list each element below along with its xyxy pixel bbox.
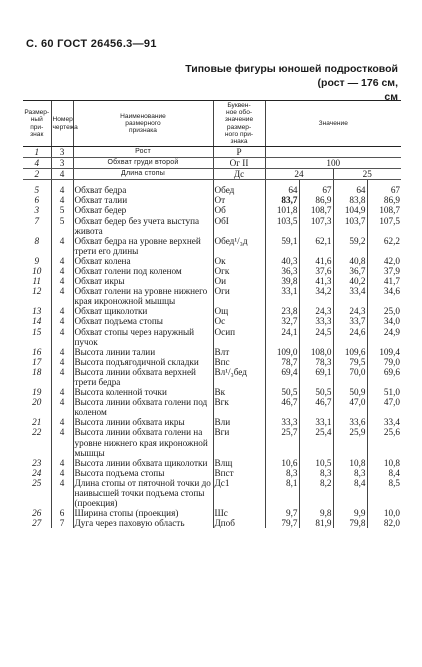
drawing-number: 4 <box>51 397 73 417</box>
feature-name: Длина стопы <box>73 169 213 180</box>
drawing-number: 4 <box>51 427 73 457</box>
drawing-number: 4 <box>51 169 73 180</box>
feature-symbol: Р <box>213 147 265 158</box>
feature-number: 18 <box>32 366 42 377</box>
feature-symbol: Обед <box>213 185 265 195</box>
drawing-number: 4 <box>51 347 73 357</box>
header-drawing-no: Номер чертежа <box>51 101 73 147</box>
value-cell: 40,2 <box>333 276 367 286</box>
value-cell: 107,3 <box>299 216 333 236</box>
drawing-number: 5 <box>51 216 73 236</box>
feature-symbol: Вги <box>213 427 265 457</box>
drawing-number: 4 <box>51 458 73 468</box>
measurements-table <box>23 100 401 528</box>
table-row <box>23 367 401 387</box>
drawing-number: 4 <box>51 387 73 397</box>
value-cell: 8,4 <box>367 468 401 478</box>
feature-symbol: Обед¹/₃д <box>213 236 265 256</box>
value-cell: 25,7 <box>265 427 299 457</box>
feature-symbol: Оги <box>213 286 265 306</box>
table-row <box>23 256 401 266</box>
value-cell: 59,1 <box>265 236 299 256</box>
value-cell: 109,0 <box>265 347 299 357</box>
value-cell: 10,6 <box>265 458 299 468</box>
feature-number: 20 <box>32 397 42 408</box>
value-cell: 33,6 <box>333 417 367 427</box>
value-cell: 103,7 <box>333 216 367 236</box>
drawing-number: 4 <box>51 306 73 316</box>
feature-number: 9 <box>34 255 40 266</box>
table-row <box>23 316 401 326</box>
caption-line-2: (рост — 176 см, <box>317 77 398 89</box>
feature-symbol: Вк <box>213 387 265 397</box>
value-cell: 24,3 <box>299 306 333 316</box>
value-cell: 109,4 <box>367 347 401 357</box>
value-cell: 59,2 <box>333 236 367 256</box>
value-cell: 108,7 <box>299 205 333 215</box>
header-feature-symbol: Буквен- ное обо- значение размер- ного при- знака <box>213 101 265 147</box>
value-cell: 78,3 <box>299 357 333 367</box>
value-cell: 46,7 <box>265 397 299 417</box>
feature-symbol: Впст <box>213 468 265 478</box>
value-cell <box>265 147 401 158</box>
drawing-number: 3 <box>51 147 73 158</box>
value-cell: 41,6 <box>299 256 333 266</box>
drawing-number: 4 <box>51 236 73 256</box>
base-row <box>23 158 401 169</box>
value-cell: 37,9 <box>367 266 401 276</box>
value-cell: 83,8 <box>333 195 367 205</box>
feature-name: Высота линии обхвата икры <box>73 417 213 427</box>
table-row <box>23 357 401 367</box>
feature-number: 11 <box>32 276 41 287</box>
value-cell: 86,9 <box>367 195 401 205</box>
value-cell: 8,3 <box>265 468 299 478</box>
feature-name: Обхват щиколотки <box>73 306 213 316</box>
table-row <box>23 458 401 468</box>
value-cell: 103,5 <box>265 216 299 236</box>
table-row <box>23 327 401 347</box>
value-cell: 70,0 <box>333 367 367 387</box>
value-cell: 64 <box>333 185 367 195</box>
feature-symbol: Ощ <box>213 306 265 316</box>
value-cell: 24,6 <box>333 327 367 347</box>
table-row <box>23 205 401 215</box>
feature-number: 26 <box>32 508 42 519</box>
table-row <box>23 266 401 276</box>
feature-symbol: Огк <box>213 266 265 276</box>
drawing-number: 4 <box>51 367 73 387</box>
table-row <box>23 195 401 205</box>
feature-symbol: Дс1 <box>213 478 265 508</box>
feature-number: 23 <box>32 457 42 468</box>
caption-line-1: Типовые фигуры юношей подростковой <box>185 63 398 75</box>
drawing-number: 4 <box>51 327 73 347</box>
value-cell: 24,3 <box>333 306 367 316</box>
table-row <box>23 508 401 518</box>
value-cell: 8,4 <box>333 478 367 508</box>
table-row <box>23 478 401 508</box>
value-cell: 33,7 <box>333 316 367 326</box>
value-cell: 40,3 <box>265 256 299 266</box>
drawing-number: 4 <box>51 357 73 367</box>
value-cell: 25,4 <box>299 427 333 457</box>
value-cell: 82,0 <box>367 518 401 528</box>
feature-number: 19 <box>32 387 42 398</box>
feature-number: 8 <box>34 235 40 246</box>
value-cell: 62,1 <box>299 236 333 256</box>
drawing-number: 4 <box>51 276 73 286</box>
value-cell: 107,5 <box>367 216 401 236</box>
feature-number: 14 <box>32 316 42 327</box>
feature-number: 15 <box>32 326 42 337</box>
value-cell: 81,9 <box>299 518 333 528</box>
table-row <box>23 306 401 316</box>
value-cell: 32,7 <box>265 316 299 326</box>
table-row <box>23 276 401 286</box>
feature-name: Высота линии обхвата щиколотки <box>73 458 213 468</box>
value-cell: 41,7 <box>367 276 401 286</box>
drawing-number: 3 <box>51 158 73 169</box>
feature-name: Обхват голени на уровне нижнего края икроножной мышцы <box>73 286 213 306</box>
value-cell: 69,6 <box>367 367 401 387</box>
value-cell: 51,0 <box>367 387 401 397</box>
value-cell: 67 <box>367 185 401 195</box>
value-cell: 83,7 <box>265 195 299 205</box>
feature-symbol: Ои <box>213 276 265 286</box>
feature-number: 4 <box>23 158 51 169</box>
drawing-number: 4 <box>51 185 73 195</box>
feature-symbol: Вл¹/₃бед <box>213 367 265 387</box>
value-cell: 24 <box>265 169 333 180</box>
value-cell: 10,8 <box>367 458 401 468</box>
feature-symbol: Шс <box>213 508 265 518</box>
feature-name: Обхват бедра на уровне верхней трети его длины <box>73 236 213 256</box>
feature-name: Дуга через паховую область <box>73 518 213 528</box>
feature-number: 7 <box>34 215 40 226</box>
value-cell: 79,5 <box>333 357 367 367</box>
feature-symbol: Влт <box>213 347 265 357</box>
feature-number: 16 <box>32 346 42 357</box>
value-cell: 108,7 <box>367 205 401 215</box>
feature-symbol: От <box>213 195 265 205</box>
value-cell: 10,0 <box>367 508 401 518</box>
table-row <box>23 387 401 397</box>
feature-name: Высота подъягодичной складки <box>73 357 213 367</box>
feature-symbol: Вгк <box>213 397 265 417</box>
value-cell: 36,7 <box>333 266 367 276</box>
value-cell: 9,7 <box>265 508 299 518</box>
drawing-number: 6 <box>51 508 73 518</box>
feature-number: 1 <box>23 147 51 158</box>
feature-symbol: Ог II <box>213 158 265 169</box>
feature-symbol: Дс <box>213 169 265 180</box>
feature-number: 25 <box>32 477 42 488</box>
value-cell: 23,8 <box>265 306 299 316</box>
feature-symbol: ОбI <box>213 216 265 236</box>
feature-name: Обхват бедра <box>73 185 213 195</box>
feature-number: 12 <box>32 286 42 297</box>
value-cell: 24,5 <box>299 327 333 347</box>
feature-name: Высота линии талии <box>73 347 213 357</box>
header-feature-name: Наименование размерного признака <box>73 101 213 147</box>
feature-symbol: Дпоб <box>213 518 265 528</box>
feature-name: Высота линии обхвата верхней трети бедра <box>73 367 213 387</box>
feature-number: 6 <box>34 195 40 206</box>
value-cell: 33,1 <box>265 286 299 306</box>
feature-symbol: Ок <box>213 256 265 266</box>
value-cell: 25,9 <box>333 427 367 457</box>
header-value: Значение <box>265 101 401 147</box>
table-body <box>23 147 401 529</box>
feature-name: Обхват стопы через наружный пучок <box>73 327 213 347</box>
value-cell: 42,0 <box>367 256 401 266</box>
feature-name: Обхват подъема стопы <box>73 316 213 326</box>
table-row <box>23 347 401 357</box>
value-cell: 25,6 <box>367 427 401 457</box>
value-cell: 50,5 <box>265 387 299 397</box>
drawing-number: 4 <box>51 256 73 266</box>
value-cell: 33,4 <box>333 286 367 306</box>
base-row <box>23 169 401 180</box>
value-cell: 34,6 <box>367 286 401 306</box>
value-cell: 100 <box>265 158 401 169</box>
value-cell: 79,0 <box>367 357 401 367</box>
value-cell: 33,1 <box>299 417 333 427</box>
value-cell: 104,9 <box>333 205 367 215</box>
value-cell: 8,1 <box>265 478 299 508</box>
drawing-number: 4 <box>51 478 73 508</box>
value-cell: 64 <box>265 185 299 195</box>
feature-number: 21 <box>32 417 42 428</box>
table-row <box>23 468 401 478</box>
value-cell: 40,8 <box>333 256 367 266</box>
drawing-number: 7 <box>51 518 73 528</box>
feature-name: Обхват икры <box>73 276 213 286</box>
table-row <box>23 397 401 417</box>
feature-symbol: Ос <box>213 316 265 326</box>
feature-number: 27 <box>32 518 42 529</box>
value-cell: 50,5 <box>299 387 333 397</box>
feature-number: 10 <box>32 265 42 276</box>
value-cell: 24,1 <box>265 327 299 347</box>
drawing-number: 4 <box>51 316 73 326</box>
value-cell: 78,7 <box>265 357 299 367</box>
value-cell: 24,9 <box>367 327 401 347</box>
base-row <box>23 147 401 158</box>
feature-name: Обхват бедер <box>73 205 213 215</box>
running-head: С. 60 ГОСТ 26456.3—91 <box>26 38 157 50</box>
value-cell: 9,8 <box>299 508 333 518</box>
feature-number: 2 <box>23 169 51 180</box>
value-cell: 33,3 <box>299 316 333 326</box>
table-row <box>23 518 401 528</box>
drawing-number: 4 <box>51 266 73 276</box>
feature-number: 13 <box>32 306 42 317</box>
drawing-number: 4 <box>51 286 73 306</box>
value-cell: 25 <box>333 169 401 180</box>
value-cell: 46,7 <box>299 397 333 417</box>
feature-symbol: Вли <box>213 417 265 427</box>
feature-name: Обхват бедер без учета выступа живота <box>73 216 213 236</box>
value-cell: 33,4 <box>367 417 401 427</box>
feature-name: Высота линии обхвата голени под коленом <box>73 397 213 417</box>
value-cell: 47,0 <box>333 397 367 417</box>
value-cell: 37,6 <box>299 266 333 276</box>
table-row <box>23 417 401 427</box>
value-cell: 79,8 <box>333 518 367 528</box>
value-cell: 62,2 <box>367 236 401 256</box>
value-cell: 86,9 <box>299 195 333 205</box>
feature-symbol: Об <box>213 205 265 215</box>
table-row <box>23 216 401 236</box>
feature-name: Рост <box>73 147 213 158</box>
value-cell: 34,2 <box>299 286 333 306</box>
value-cell: 41,3 <box>299 276 333 286</box>
table-caption <box>185 62 398 104</box>
feature-name: Ширина стопы (проекция) <box>73 508 213 518</box>
value-cell: 109,6 <box>333 347 367 357</box>
feature-name: Длина стопы от пяточной точки до наивысшей точки подъема стопы (проекция) <box>73 478 213 508</box>
table-row <box>23 185 401 195</box>
value-cell: 25,0 <box>367 306 401 316</box>
value-cell: 9,9 <box>333 508 367 518</box>
value-cell: 67 <box>299 185 333 195</box>
value-cell: 108,0 <box>299 347 333 357</box>
value-cell: 39,8 <box>265 276 299 286</box>
table-row <box>23 236 401 256</box>
value-cell: 8,3 <box>333 468 367 478</box>
feature-name: Обхват голени под коленом <box>73 266 213 276</box>
caption-line-3: см <box>384 91 398 103</box>
value-cell: 69,4 <box>265 367 299 387</box>
feature-name: Высота подъема стопы <box>73 468 213 478</box>
feature-name: Обхват колена <box>73 256 213 266</box>
table-header-row <box>23 101 401 147</box>
value-cell: 10,8 <box>333 458 367 468</box>
table-row <box>23 286 401 306</box>
value-cell: 36,3 <box>265 266 299 276</box>
feature-name: Высота коленной точки <box>73 387 213 397</box>
value-cell: 10,5 <box>299 458 333 468</box>
value-cell: 8,3 <box>299 468 333 478</box>
feature-name: Обхват груди второй <box>73 158 213 169</box>
value-cell: 34,0 <box>367 316 401 326</box>
feature-number: 24 <box>32 467 42 478</box>
table-row <box>23 427 401 457</box>
drawing-number: 4 <box>51 417 73 427</box>
feature-name: Высота линии обхвата голени на уровне нижнего края икроножной мышцы <box>73 427 213 457</box>
feature-number: 17 <box>32 356 42 367</box>
feature-symbol: Осип <box>213 327 265 347</box>
drawing-number: 4 <box>51 195 73 205</box>
value-cell: 8,2 <box>299 478 333 508</box>
feature-symbol: Влщ <box>213 458 265 468</box>
feature-number: 5 <box>34 185 40 196</box>
value-cell: 69,1 <box>299 367 333 387</box>
value-cell: 33,3 <box>265 417 299 427</box>
feature-number: 3 <box>34 205 40 216</box>
drawing-number: 4 <box>51 468 73 478</box>
value-cell: 47,0 <box>367 397 401 417</box>
value-cell: 8,5 <box>367 478 401 508</box>
value-cell: 79,7 <box>265 518 299 528</box>
header-feature-no: Размер- ный при- знак <box>23 101 51 147</box>
value-cell: 50,9 <box>333 387 367 397</box>
drawing-number: 5 <box>51 205 73 215</box>
feature-name: Обхват талии <box>73 195 213 205</box>
value-cell: 101,8 <box>265 205 299 215</box>
feature-number: 22 <box>32 427 42 438</box>
feature-symbol: Впс <box>213 357 265 367</box>
